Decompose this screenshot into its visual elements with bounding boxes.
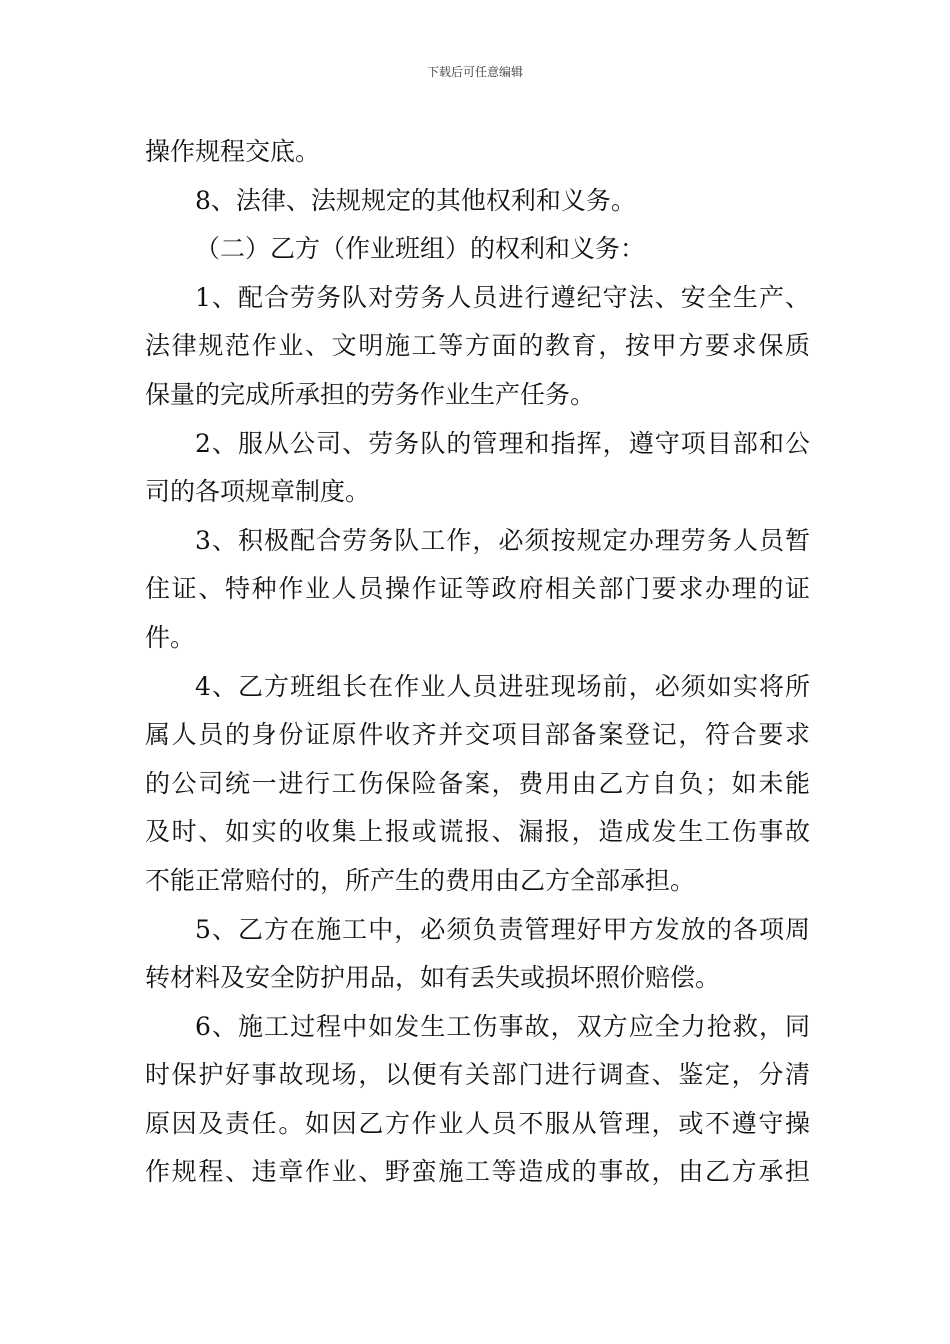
page-header: 下载后可任意编辑: [426, 65, 523, 79]
text-line: 保量的完成所承担的劳务作业生产任务。: [145, 379, 596, 409]
text-line: 不能正常赔付的，所产生的费用由乙方全部承担。: [145, 865, 696, 895]
text-line: 8、法律、法规规定的其他权利和义务。: [195, 185, 636, 215]
text-line: 属人员的身份证原件收齐并交项目部备案登记，符合要求: [145, 720, 810, 750]
text-line: 1、配合劳务队对劳务人员进行遵纪守法、安全生产、: [195, 282, 810, 312]
text-line: 2、服从公司、劳务队的管理和指挥，遵守项目部和公: [195, 428, 810, 458]
text-line: 住证、特种作业人员操作证等政府相关部门要求办理的证: [145, 574, 810, 604]
text-line: 转材料及安全防护用品，如有丢失或损坏照价赔偿。: [145, 963, 721, 993]
text-line: 5、乙方在施工中，必须负责管理好甲方发放的各项周: [195, 914, 810, 944]
text-line: （二）乙方（作业班组）的权利和义务：: [195, 234, 646, 264]
text-line: 作规程、违章作业、野蛮施工等造成的事故，由乙方承担: [145, 1157, 810, 1187]
text-line: 司的各项规章制度。: [145, 477, 371, 507]
text-line: 法律规范作业、文明施工等方面的教育，按甲方要求保质: [145, 331, 810, 361]
text-line: 4、乙方班组长在作业人员进驻现场前，必须如实将所: [195, 671, 810, 701]
text-line: 及时、如实的收集上报或谎报、漏报，造成发生工伤事故: [145, 817, 810, 847]
text-line: 3、积极配合劳务队工作，必须按规定办理劳务人员暂: [195, 525, 810, 555]
document-body: [145, 128, 810, 1197]
text-line: 件。: [145, 622, 196, 652]
text-line: 操作规程交底。: [145, 137, 321, 166]
text-line: 时保护好事故现场，以便有关部门进行调查、鉴定，分清: [145, 1060, 810, 1090]
text-line: 原因及责任。如因乙方作业人员不服从管理，或不遵守操: [145, 1108, 810, 1138]
text-line: 的公司统一进行工伤保险备案，费用由乙方自负；如未能: [145, 768, 810, 798]
text-line: 6、施工过程中如发生工伤事故，双方应全力抢救，同: [195, 1011, 810, 1041]
